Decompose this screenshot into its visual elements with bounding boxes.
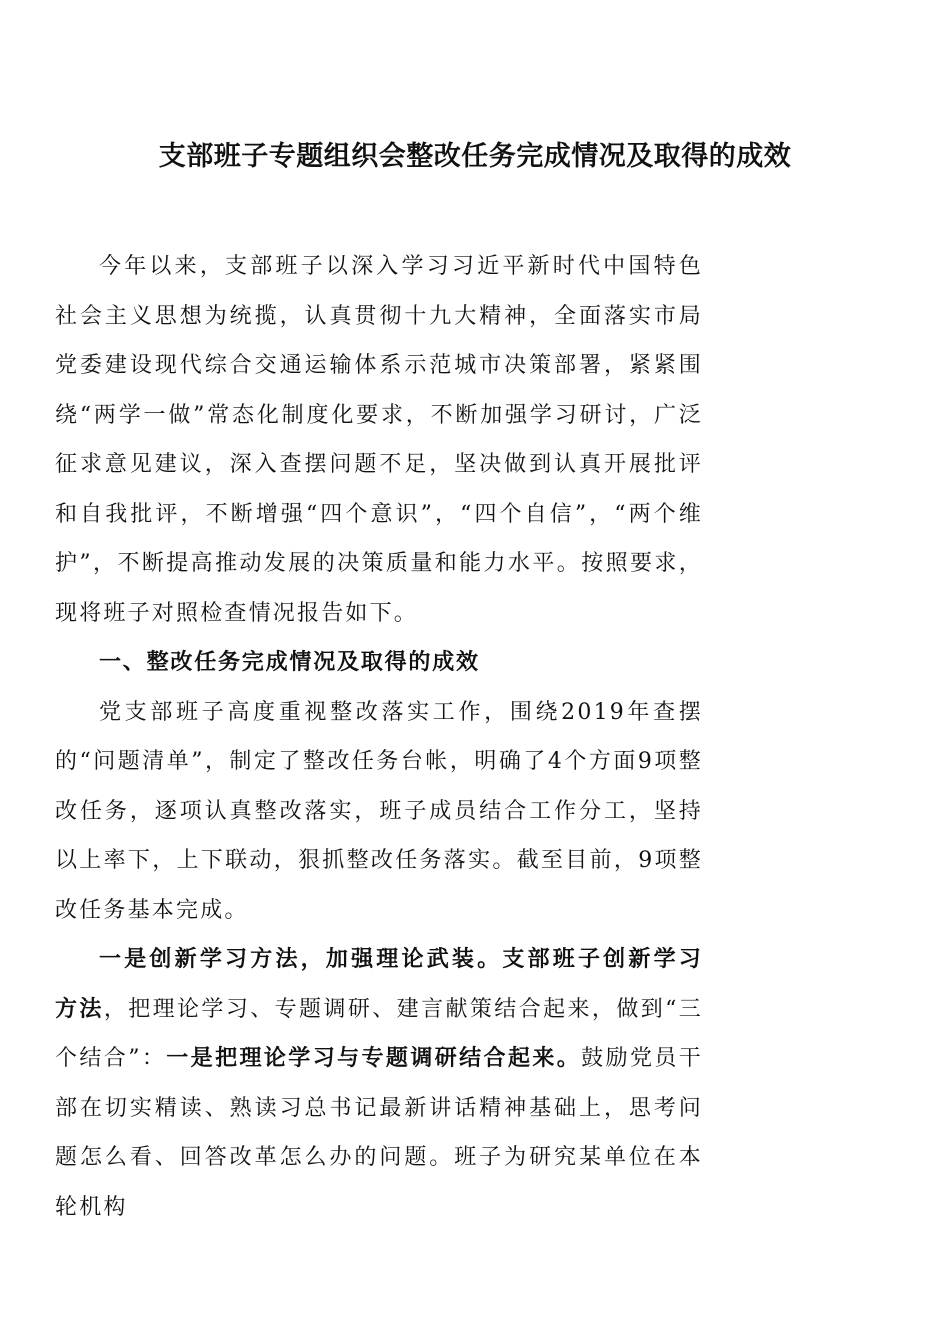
- method-lead-bold: 一是创新学习方法，加强理论武装。支部班子创新学习方法: [55, 946, 703, 1022]
- method-sub-bold: 一是把理论学习与专题调研结合起来。: [166, 1045, 582, 1071]
- section-heading: 一、整改任务完成情况及取得的成效: [99, 650, 480, 675]
- method-paragraph: [55, 935, 703, 1232]
- document-body: [55, 242, 703, 1232]
- document-title: 支部班子专题组织会整改任务完成情况及取得的成效: [158, 141, 792, 172]
- intro-paragraph: 今年以来，支部班子以深入学习习近平新时代中国特色社会主义思想为统揽，认真贯彻十九大精神，全面落实市局党委建设现代综合交通运输体系示范城市决策部署，紧紧围绕“两学一做”常态化制度化要求，不断加强学习研讨，广泛征求意见建议，深入查摆问题不足，坚决做到认真开展批评和自我批评，不断增强“四个意识”，“四个自信”，“两个维护”，不断提高推动发展的决策质量和能力水平。按照要求，现将班子对照检查情况报告如下。: [55, 254, 703, 626]
- method-text-b: 鼓励党员干部在切实精读、熟读习总书记最新讲话精神基础上，思考问题怎么看、回答改革怎么办的问题。班子为研究某单位在本轮机构: [55, 1046, 703, 1220]
- section-paragraph: 党支部班子高度重视整改落实工作，围绕2019年查摆的“问题清单”，制定了整改任务台帐，明确了4个方面9项整改任务，逐项认真整改落实，班子成员结合工作分工，坚持以上率下，上下联动，狠抓整改任务落实。截至目前，9项整改任务基本完成。: [55, 699, 703, 923]
- method-text-a: ，把理论学习、专题调研、建言献策结合起来，做到“三个结合”：: [55, 996, 703, 1071]
